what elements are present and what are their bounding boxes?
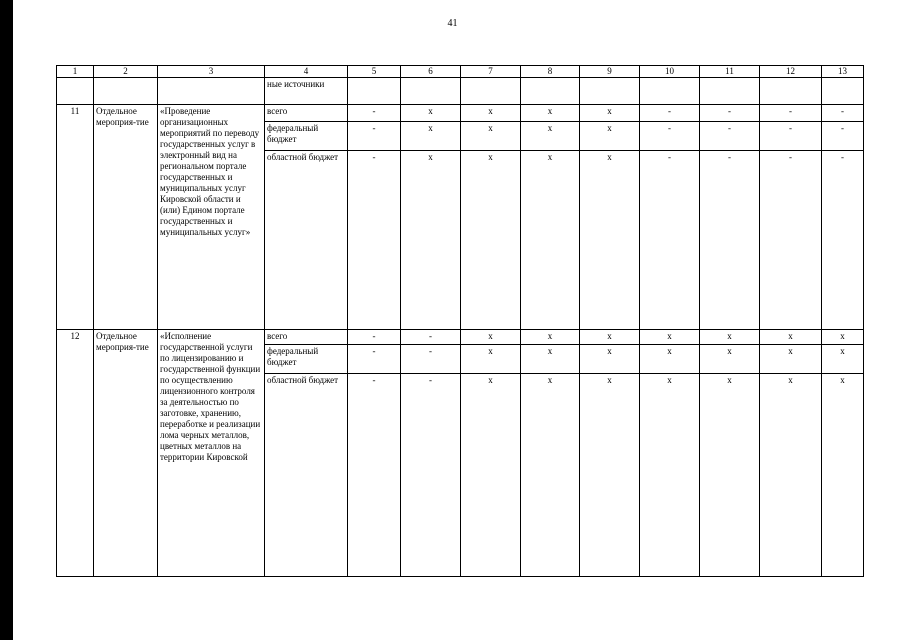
row-type: Отдельное мероприя-тие [94, 330, 158, 577]
value-cell: x [521, 345, 580, 374]
value-cell: x [640, 330, 700, 345]
row-type: Отдельное мероприя-тие [94, 105, 158, 330]
column-header-6: 6 [401, 66, 461, 78]
page-number: 41 [447, 18, 458, 29]
value-cell: x [461, 374, 521, 577]
value-cell: - [401, 345, 461, 374]
source-label: областной бюджет [265, 151, 348, 330]
funding-table [56, 65, 864, 577]
value-cell: - [401, 374, 461, 577]
value-cell: x [580, 374, 640, 577]
column-header-4: 4 [265, 66, 348, 78]
value-cell: x [580, 151, 640, 330]
source-label: всего [265, 105, 348, 122]
source-label: всего [265, 330, 348, 345]
value-cell: x [401, 122, 461, 151]
value-cell: - [700, 122, 760, 151]
carry-over-cell [700, 78, 760, 105]
value-cell: - [348, 105, 401, 122]
column-header-12: 12 [760, 66, 822, 78]
carry-over-cell: ные источники [265, 78, 348, 105]
column-header-1: 1 [57, 66, 94, 78]
carry-over-cell [521, 78, 580, 105]
value-cell: x [521, 151, 580, 330]
value-cell: x [401, 151, 461, 330]
value-cell: - [640, 151, 700, 330]
carry-over-row [57, 78, 864, 105]
value-cell: x [461, 151, 521, 330]
table-row [57, 105, 864, 122]
column-header-8: 8 [521, 66, 580, 78]
column-header-2: 2 [94, 66, 158, 78]
column-header-3: 3 [158, 66, 265, 78]
value-cell: x [461, 105, 521, 122]
value-cell: x [700, 345, 760, 374]
value-cell: - [348, 345, 401, 374]
value-cell: - [760, 105, 822, 122]
table-row [57, 330, 864, 345]
value-cell: x [822, 374, 864, 577]
row-name: «Проведение организационных мероприятий по переводу государственных услуг в электронный вид на региональном портале государственных и муниципальных услуг Кировской области и (или) Едином портале государственных и муниципальных услуг» [158, 105, 265, 330]
value-cell: x [760, 330, 822, 345]
column-header-10: 10 [640, 66, 700, 78]
column-header-9: 9 [580, 66, 640, 78]
carry-over-cell [348, 78, 401, 105]
column-header-13: 13 [822, 66, 864, 78]
value-cell: - [348, 122, 401, 151]
carry-over-cell [94, 78, 158, 105]
value-cell: x [521, 374, 580, 577]
carry-over-cell [158, 78, 265, 105]
value-cell: x [401, 105, 461, 122]
value-cell: x [580, 122, 640, 151]
value-cell: - [700, 105, 760, 122]
value-cell: x [461, 330, 521, 345]
column-header-5: 5 [348, 66, 401, 78]
value-cell: x [640, 374, 700, 577]
carry-over-cell [461, 78, 521, 105]
value-cell: - [822, 151, 864, 330]
row-number: 11 [57, 105, 94, 330]
carry-over-cell [401, 78, 461, 105]
source-label: федеральный бюджет [265, 122, 348, 151]
value-cell: - [348, 330, 401, 345]
value-cell: - [760, 122, 822, 151]
value-cell: x [640, 345, 700, 374]
column-header-7: 7 [461, 66, 521, 78]
carry-over-cell [822, 78, 864, 105]
value-cell: x [822, 330, 864, 345]
row-number: 12 [57, 330, 94, 577]
row-name: «Исполнение государственной услуги по лицензированию и государственной функции по осуществлению лицензионного контроля за деятельностью по заготовке, хранению, переработке и реализации лома черных металлов, цветных металлов на территории Кировской [158, 330, 265, 577]
carry-over-cell [760, 78, 822, 105]
value-cell: - [348, 374, 401, 577]
value-cell: - [822, 122, 864, 151]
header-row [57, 66, 864, 78]
value-cell: x [521, 330, 580, 345]
value-cell: x [760, 374, 822, 577]
value-cell: x [700, 374, 760, 577]
source-label: областной бюджет [265, 374, 348, 577]
scan-edge-bar [0, 0, 13, 640]
value-cell: x [580, 345, 640, 374]
value-cell: - [401, 330, 461, 345]
value-cell: - [348, 151, 401, 330]
value-cell: x [822, 345, 864, 374]
value-cell: x [700, 330, 760, 345]
value-cell: - [700, 151, 760, 330]
column-header-11: 11 [700, 66, 760, 78]
value-cell: x [521, 122, 580, 151]
value-cell: x [521, 105, 580, 122]
carry-over-cell [580, 78, 640, 105]
value-cell: x [580, 105, 640, 122]
carry-over-cell [640, 78, 700, 105]
carry-over-cell [57, 78, 94, 105]
value-cell: - [640, 122, 700, 151]
value-cell: - [760, 151, 822, 330]
value-cell: x [461, 122, 521, 151]
source-label: федеральный бюджет [265, 345, 348, 374]
value-cell: x [580, 330, 640, 345]
value-cell: x [760, 345, 822, 374]
value-cell: - [640, 105, 700, 122]
value-cell: - [822, 105, 864, 122]
value-cell: x [461, 345, 521, 374]
